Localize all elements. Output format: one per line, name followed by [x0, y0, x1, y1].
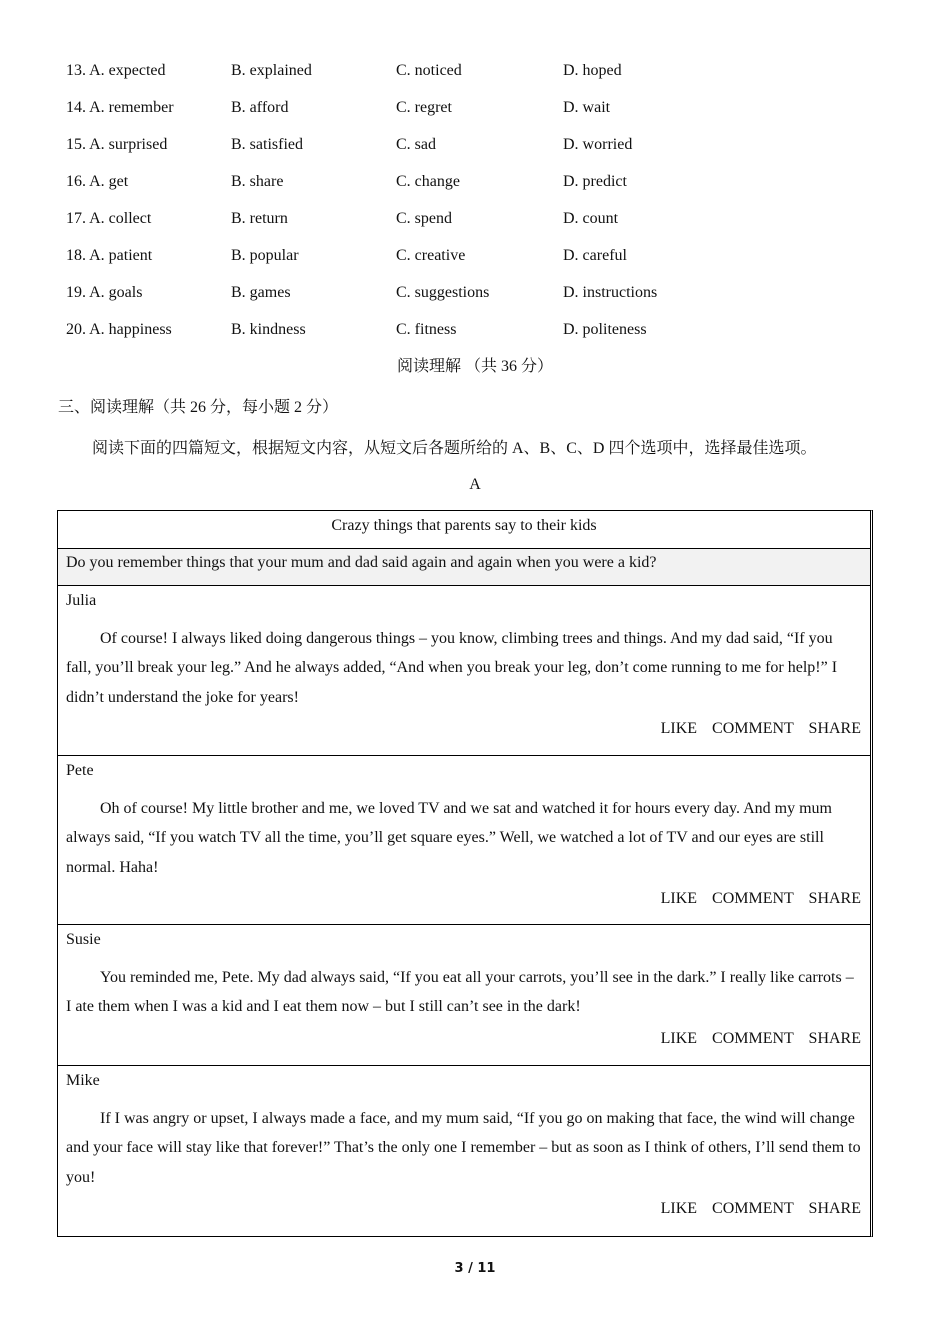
share-button[interactable]: SHARE	[808, 889, 861, 907]
post-julia	[58, 586, 870, 756]
option-19-d: D. instructions	[563, 283, 658, 301]
post-author: Mike	[66, 1072, 100, 1089]
comment-button[interactable]: COMMENT	[712, 1199, 794, 1217]
page-number: 3 / 11	[454, 1261, 496, 1276]
option-17-c: C. spend	[396, 209, 452, 227]
option-16-d: D. predict	[563, 172, 627, 190]
share-button[interactable]: SHARE	[808, 1029, 861, 1047]
option-14-a: 14. A. remember	[66, 98, 174, 116]
passage-label: A	[469, 476, 481, 493]
comment-button[interactable]: COMMENT	[712, 889, 794, 907]
option-row-17	[66, 200, 826, 237]
option-18-c: C. creative	[396, 246, 466, 264]
option-row-16	[66, 163, 826, 200]
option-row-14	[66, 89, 826, 126]
option-16-c: C. change	[396, 172, 460, 190]
option-20-c: C. fitness	[396, 320, 457, 338]
post-author: Susie	[66, 931, 101, 948]
option-17-a: 17. A. collect	[66, 209, 152, 227]
comment-button[interactable]: COMMENT	[712, 719, 794, 737]
option-18-d: D. careful	[563, 246, 627, 264]
post-susie	[58, 925, 870, 1066]
option-19-b: B. games	[231, 283, 291, 301]
option-20-d: D. politeness	[563, 320, 647, 338]
option-17-b: B. return	[231, 209, 288, 227]
option-14-c: C. regret	[396, 98, 452, 116]
option-19-a: 19. A. goals	[66, 283, 143, 301]
table-title: Crazy things that parents say to their kids	[58, 511, 870, 549]
option-row-20	[66, 311, 826, 348]
option-16-b: B. share	[231, 172, 284, 190]
like-button[interactable]: LIKE	[660, 719, 698, 737]
post-body: Of course! I always liked doing dangerous things – you know, climbing trees and things. And my dad said, “If you fall, you’ll break your leg.” And he always added, “And when you break your leg, don’t come running to me for help!” I didn’t understand the joke for years!	[66, 630, 838, 706]
share-button[interactable]: SHARE	[808, 1199, 861, 1217]
option-row-15	[66, 126, 826, 163]
option-17-d: D. count	[563, 209, 619, 227]
post-actions	[66, 1022, 861, 1060]
option-14-b: B. afford	[231, 98, 289, 116]
option-13-d: D. hoped	[563, 61, 622, 79]
option-18-b: B. popular	[231, 246, 299, 264]
option-15-d: D. worried	[563, 135, 633, 153]
option-18-a: 18. A. patient	[66, 246, 153, 264]
option-20-b: B. kindness	[231, 320, 306, 338]
option-13-b: B. explained	[231, 61, 312, 79]
option-row-19	[66, 274, 826, 311]
reading-section-header: 阅读理解 （共 36 分）	[396, 358, 553, 375]
option-16-a: 16. A. get	[66, 172, 129, 190]
option-13-c: C. noticed	[396, 61, 462, 79]
post-body: Oh of course! My little brother and me, we loved TV and we sat and watched it for hours every day. And my mum always said, “If you watch TV all the time, you’ll get square eyes.” Well, we watched a lot of TV and our eyes are still normal. Haha!	[66, 800, 832, 876]
option-15-b: B. satisfied	[231, 135, 303, 153]
option-13-a: 13. A. expected	[66, 61, 166, 79]
forum-table	[57, 510, 873, 1237]
post-author: Pete	[66, 762, 94, 779]
post-mike	[58, 1066, 870, 1236]
like-button[interactable]: LIKE	[660, 889, 698, 907]
post-body: You reminded me, Pete. My dad always said, “If you eat all your carrots, you’ll see in the dark.” I really like carrots – I ate them when I was a kid and I eat them now – but I still can’t see in the dark!	[66, 969, 854, 1016]
option-row-13	[66, 52, 826, 89]
option-14-d: D. wait	[563, 98, 611, 116]
section-title: 三、阅读理解（共 26 分，每小题 2 分）	[58, 399, 339, 416]
comment-button[interactable]: COMMENT	[712, 1029, 794, 1047]
post-actions	[66, 1192, 861, 1230]
section-instructions: 阅读下面的四篇短文，根据短文内容，从短文后各题所给的 A、B、C、D 四个选项中，选择最佳选项。	[92, 440, 817, 457]
option-15-a: 15. A. surprised	[66, 135, 168, 153]
answer-options-grid	[66, 52, 826, 348]
post-actions	[66, 882, 861, 920]
post-body: If I was angry or upset, I always made a face, and my mum said, “If you go on making that face, the wind will change and your face will stay like that forever!” That’s the only one I remember – but as soon as I think of others, I’ll send them to you!	[66, 1110, 861, 1186]
table-question: Do you remember things that your mum and dad said again and again when you were a kid?	[58, 549, 870, 586]
option-20-a: 20. A. happiness	[66, 320, 172, 338]
option-19-c: C. suggestions	[396, 283, 490, 301]
like-button[interactable]: LIKE	[660, 1029, 698, 1047]
option-row-18	[66, 237, 826, 274]
post-author: Julia	[66, 592, 97, 609]
share-button[interactable]: SHARE	[808, 719, 861, 737]
post-pete	[58, 756, 870, 925]
post-actions	[66, 712, 861, 750]
option-15-c: C. sad	[396, 135, 436, 153]
like-button[interactable]: LIKE	[660, 1199, 698, 1217]
